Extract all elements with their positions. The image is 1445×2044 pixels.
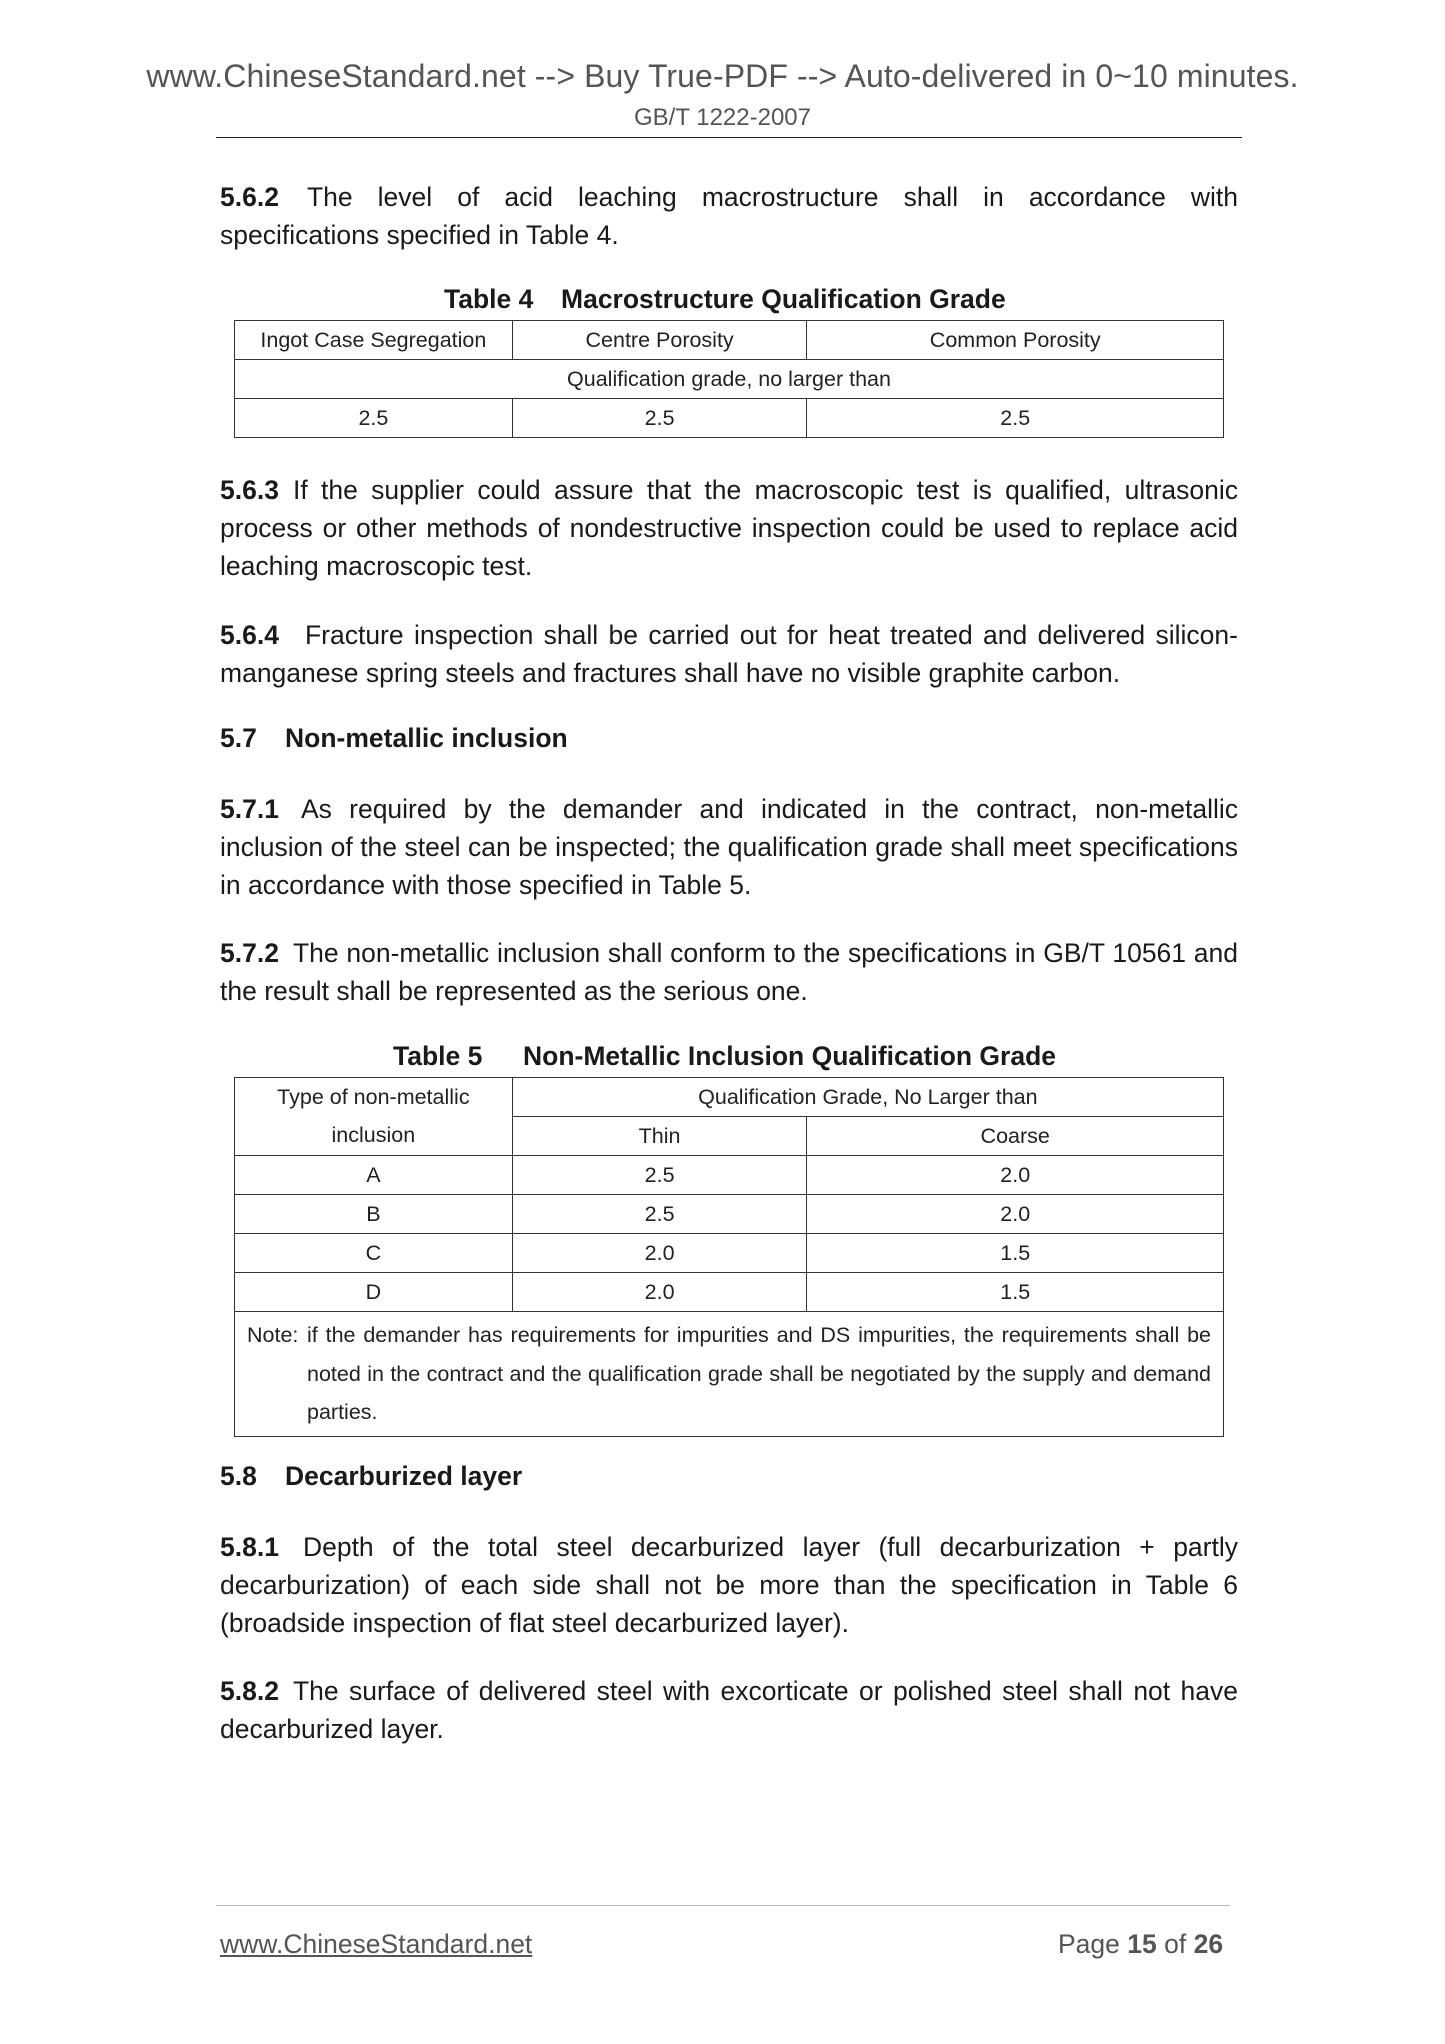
table-row (235, 1273, 1224, 1312)
thin-grade: 2.5 (512, 1195, 807, 1234)
inclusion-type: A (235, 1156, 513, 1195)
table-5-caption (393, 1041, 1056, 1072)
section-number: 5.7 (220, 723, 257, 753)
section-5-8-heading (220, 1461, 522, 1492)
page-current: 15 (1127, 1929, 1157, 1959)
table-5-group-header: Qualification Grade, No Larger than (512, 1078, 1223, 1117)
table-4-value: 2.5 (235, 399, 513, 438)
page-total: 26 (1193, 1929, 1224, 1959)
page-prefix: Page (1058, 1929, 1120, 1959)
clause-text: Depth of the total steel decarburized layer (full decarburization + partly decarburization) of each side shall not be more than the specification in Table 6 (broadside inspection of flat steel decarburized layer). (220, 1532, 1238, 1638)
clause-5-7-2 (220, 934, 1238, 1010)
clause-text: The surface of delivered steel with excorticate or polished steel shall not have decarburized layer. (220, 1676, 1238, 1744)
table-5-subheader-coarse: Coarse (807, 1117, 1224, 1156)
coarse-grade: 1.5 (807, 1234, 1224, 1273)
note-label: Note: (247, 1323, 299, 1347)
inclusion-type: C (235, 1234, 513, 1273)
inclusion-type: D (235, 1273, 513, 1312)
clause-number: 5.8.2 (220, 1676, 279, 1706)
table-4-title: Macrostructure Qualification Grade (561, 284, 1006, 314)
clause-text: As required by the demander and indicated in the contract, non-metallic inclusion of the steel can be inspected; the qualification grade shall meet specifications in accordance with those specified in Table 5. (220, 794, 1238, 900)
table-row (235, 1156, 1224, 1195)
table-4-caption (444, 284, 1006, 315)
standard-code: GB/T 1222-2007 (633, 104, 811, 131)
page-indicator (1058, 1929, 1223, 1960)
footer-divider (216, 1905, 1230, 1906)
table-row (235, 1195, 1224, 1234)
coarse-grade: 2.0 (807, 1156, 1224, 1195)
clause-number: 5.6.3 (220, 475, 279, 505)
clause-5-6-2 (220, 178, 1238, 254)
section-title: Non-metallic inclusion (285, 723, 568, 753)
table-4-header: Ingot Case Segregation (235, 321, 513, 360)
thin-grade: 2.0 (512, 1234, 807, 1273)
table-4-value: 2.5 (807, 399, 1224, 438)
table-5-subheader-thin: Thin (512, 1117, 807, 1156)
page-of: of (1164, 1929, 1187, 1959)
clause-number: 5.7.2 (220, 938, 279, 968)
coarse-grade: 1.5 (807, 1273, 1224, 1312)
section-5-7-heading (220, 723, 568, 754)
header-banner: www.ChineseStandard.net --> Buy True-PDF --> Auto-delivered in 0~10 minutes. (146, 58, 1299, 94)
clause-text: The non-metallic inclusion shall conform to the specifications in GB/T 10561 and the result shall be represented as the serious one. (220, 938, 1238, 1006)
table-4-label: Table 4 (444, 284, 534, 314)
clause-text: The level of acid leaching macrostructure shall in accordance with specifications specified in Table 4. (220, 182, 1238, 250)
table-5-title: Non-Metallic Inclusion Qualification Grade (523, 1041, 1057, 1071)
thin-grade: 2.0 (512, 1273, 807, 1312)
table-4 (234, 320, 1224, 438)
table-5-type-header-line1: Type of non-metallic (235, 1078, 513, 1117)
note-text: if the demander has requirements for impurities and DS impurities, the requirements shall be noted in the contract and the qualification grade shall be negotiated by the supply and demand parties. (307, 1323, 1211, 1424)
clause-text: If the supplier could assure that the macroscopic test is qualified, ultrasonic process or other methods of nondestructive inspection could be used to replace acid leaching macroscopic test. (220, 475, 1238, 581)
clause-number: 5.7.1 (220, 794, 279, 824)
clause-5-6-3 (220, 471, 1238, 585)
coarse-grade: 2.0 (807, 1195, 1224, 1234)
clause-5-6-4 (220, 616, 1238, 692)
table-4-header: Centre Porosity (512, 321, 807, 360)
clause-5-8-1 (220, 1528, 1238, 1642)
thin-grade: 2.5 (512, 1156, 807, 1195)
table-5-note (235, 1312, 1224, 1437)
table-4-header: Common Porosity (807, 321, 1224, 360)
inclusion-type: B (235, 1195, 513, 1234)
footer-site-link[interactable]: www.ChineseStandard.net (220, 1929, 533, 1959)
table-5-label: Table 5 (393, 1041, 483, 1071)
table-5-type-header-line2: inclusion (235, 1117, 513, 1156)
header-divider (216, 137, 1242, 138)
clause-number: 5.6.2 (220, 182, 279, 212)
section-title: Decarburized layer (285, 1461, 523, 1491)
clause-5-8-2 (220, 1672, 1238, 1748)
clause-number: 5.6.4 (220, 620, 279, 650)
table-row (235, 1234, 1224, 1273)
clause-5-7-1 (220, 790, 1238, 904)
table-5 (234, 1077, 1224, 1437)
clause-text: Fracture inspection shall be carried out for heat treated and delivered silicon-manganese spring steels and fractures shall have no visible graphite carbon. (220, 620, 1238, 688)
section-number: 5.8 (220, 1461, 257, 1491)
table-4-value: 2.5 (512, 399, 807, 438)
table-4-subheader: Qualification grade, no larger than (235, 360, 1224, 399)
clause-number: 5.8.1 (220, 1532, 279, 1562)
